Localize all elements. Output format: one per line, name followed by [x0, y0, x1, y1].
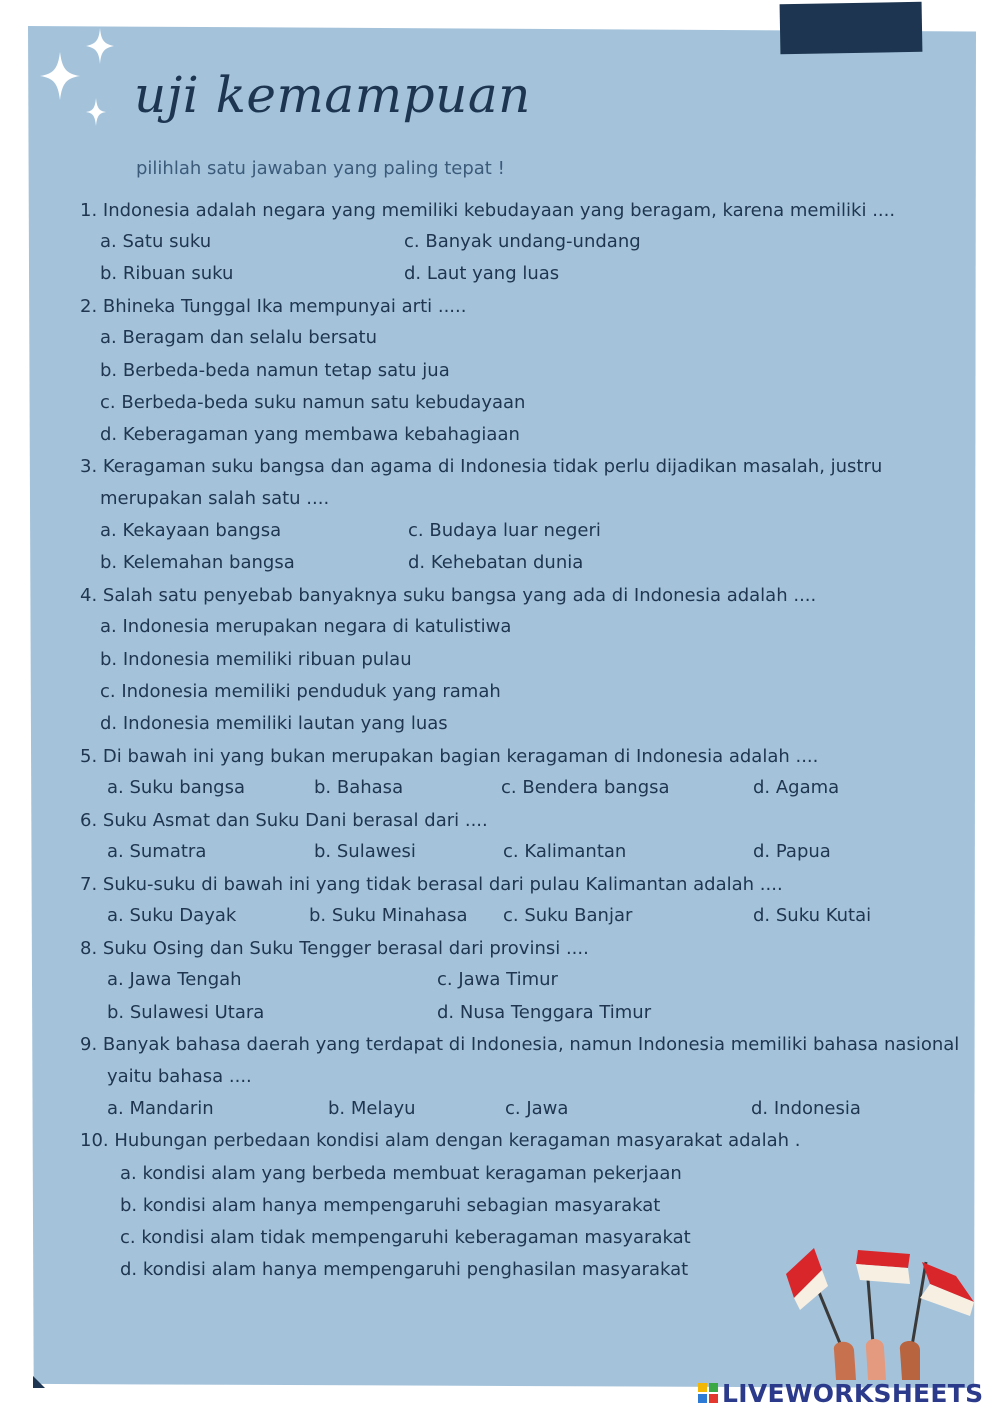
flag-left	[786, 1248, 846, 1358]
answer-option[interactable]: a. Suku bangsa	[107, 777, 246, 798]
answer-option[interactable]: a. Sumatra	[107, 841, 207, 862]
answer-option[interactable]: c. kondisi alam tidak mempengaruhi keberagaman masyarakat	[120, 1227, 691, 1248]
answer-option[interactable]: d. Nusa Tenggara Timur	[437, 1002, 652, 1023]
answer-option[interactable]: b. Bahasa	[314, 777, 404, 798]
question-stem: 2. Bhineka Tunggal Ika mempunyai arti .....	[80, 296, 467, 317]
liveworksheets-logo[interactable]	[698, 1379, 983, 1407]
answer-option[interactable]: c. Jawa Timur	[437, 969, 558, 990]
answer-option[interactable]: a. Indonesia merupakan negara di katulistiwa	[100, 616, 512, 637]
answer-option[interactable]: d. Agama	[753, 777, 840, 798]
answer-option[interactable]: a. Satu suku	[100, 231, 212, 252]
raised-hands	[834, 1339, 920, 1380]
answer-option[interactable]: c. Indonesia memiliki penduduk yang ramah	[100, 681, 501, 702]
instruction-text: pilihlah satu jawaban yang paling tepat !	[136, 158, 505, 179]
answer-option[interactable]: c. Jawa	[505, 1098, 569, 1119]
answer-option[interactable]: d. Suku Kutai	[753, 905, 872, 926]
answer-option[interactable]: c. Banyak undang-undang	[404, 231, 641, 252]
answer-option[interactable]: d. kondisi alam hanya mempengaruhi penghasilan masyarakat	[120, 1259, 689, 1280]
flag-right	[910, 1262, 974, 1358]
logo-text: LIVEWORKSHEETS	[722, 1378, 984, 1408]
answer-option[interactable]: b. Sulawesi Utara	[107, 1002, 265, 1023]
answer-option[interactable]: d. Laut yang luas	[404, 263, 560, 284]
question-stem: 9. Banyak bahasa daerah yang terdapat di Indonesia, namun Indonesia memiliki bahasa nasional	[80, 1034, 960, 1055]
question-stem: 6. Suku Asmat dan Suku Dani berasal dari ....	[80, 810, 488, 831]
answer-option[interactable]: b. Kelemahan bangsa	[100, 552, 295, 573]
answer-option[interactable]: d. Indonesia	[751, 1098, 861, 1119]
question-stem-continued: yaitu bahasa ....	[107, 1066, 252, 1087]
answer-option[interactable]: b. Sulawesi	[314, 841, 416, 862]
answer-option[interactable]: b. Ribuan suku	[100, 263, 234, 284]
question-stem: 4. Salah satu penyebab banyaknya suku bangsa yang ada di Indonesia adalah ....	[80, 585, 817, 606]
answer-option[interactable]: c. Bendera bangsa	[501, 777, 670, 798]
answer-option[interactable]: a. Jawa Tengah	[107, 969, 242, 990]
answer-option[interactable]: a. Kekayaan bangsa	[100, 520, 282, 541]
flag-middle	[856, 1250, 910, 1356]
answer-option[interactable]: a. Suku Dayak	[107, 905, 237, 926]
question-stem: 3. Keragaman suku bangsa dan agama di Indonesia tidak perlu dijadikan masalah, justru	[80, 456, 883, 477]
answer-option[interactable]: a. Mandarin	[107, 1098, 214, 1119]
answer-option[interactable]: d. Keberagaman yang membawa kebahagiaan	[100, 424, 520, 445]
question-stem: 10. Hubungan perbedaan kondisi alam dengan keragaman masyarakat adalah .	[80, 1130, 801, 1151]
logo-mark-icon	[698, 1383, 718, 1403]
answer-option[interactable]: d. Indonesia memiliki lautan yang luas	[100, 713, 448, 734]
question-stem: 7. Suku-suku di bawah ini yang tidak berasal dari pulau Kalimantan adalah ....	[80, 874, 783, 895]
page-title: uji kemampuan	[134, 66, 531, 124]
question-stem: 8. Suku Osing dan Suku Tengger berasal dari provinsi ....	[80, 938, 589, 959]
answer-option[interactable]: c. Suku Banjar	[503, 905, 633, 926]
answer-option[interactable]: a. Beragam dan selalu bersatu	[100, 327, 378, 348]
answer-option[interactable]: a. kondisi alam yang berbeda membuat keragaman pekerjaan	[120, 1163, 682, 1184]
answer-option[interactable]: d. Kehebatan dunia	[408, 552, 584, 573]
question-stem: 1. Indonesia adalah negara yang memiliki kebudayaan yang beragam, karena memiliki ....	[80, 200, 896, 221]
answer-option[interactable]: c. Budaya luar negeri	[408, 520, 601, 541]
answer-option[interactable]: b. Indonesia memiliki ribuan pulau	[100, 649, 412, 670]
sparkle-icon	[34, 24, 134, 144]
answer-option[interactable]: b. kondisi alam hanya mempengaruhi sebagian masyarakat	[120, 1195, 661, 1216]
answer-option[interactable]: c. Berbeda-beda suku namun satu kebudayaan	[100, 392, 526, 413]
corner-fold	[33, 1376, 45, 1388]
tape-decoration	[780, 2, 923, 54]
answer-option[interactable]: d. Papua	[753, 841, 831, 862]
question-stem-continued: merupakan salah satu ....	[100, 488, 330, 509]
question-stem: 5. Di bawah ini yang bukan merupakan bagian keragaman di Indonesia adalah ....	[80, 746, 819, 767]
indonesian-flags-illustration	[770, 1240, 980, 1380]
answer-option[interactable]: b. Melayu	[328, 1098, 416, 1119]
answer-option[interactable]: b. Suku Minahasa	[309, 905, 468, 926]
answer-option[interactable]: c. Kalimantan	[503, 841, 627, 862]
answer-option[interactable]: b. Berbeda-beda namun tetap satu jua	[100, 360, 450, 381]
